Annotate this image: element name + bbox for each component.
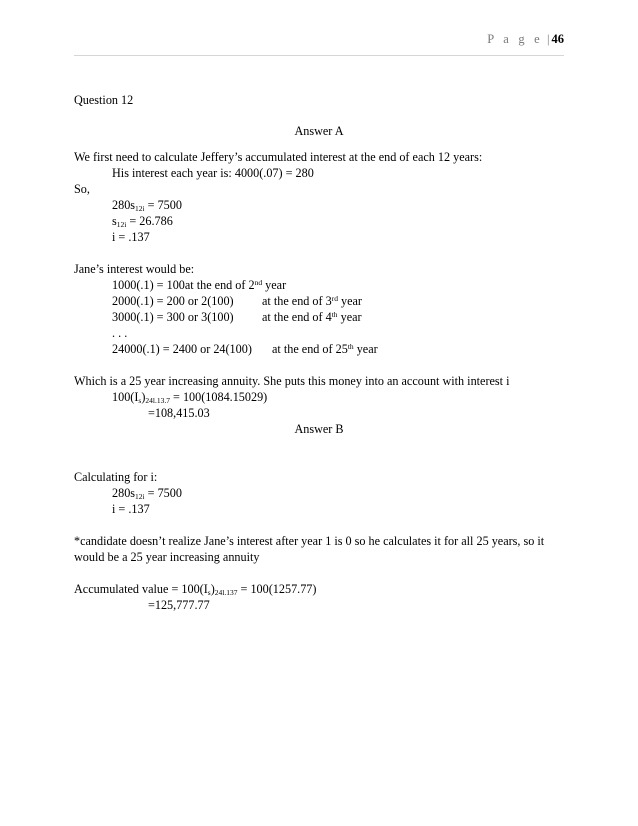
answer-b-heading: Answer B [294, 422, 344, 436]
question-title: Question 12 [74, 93, 134, 107]
note-line-2: would be a 25 year increasing annuity [74, 550, 260, 564]
page-separator: | [546, 32, 550, 46]
answer-a-heading: Answer A [294, 124, 344, 138]
eq-text: = 26.786 [126, 214, 173, 228]
page-label: P a g e [487, 32, 543, 46]
eq-text: 280s [112, 198, 136, 212]
accumulated-result: =125,777.77 [148, 598, 210, 612]
calc-intro: Calculating for i: [74, 470, 158, 484]
jane-row-when [272, 342, 378, 356]
jane-row [112, 278, 286, 292]
annuity-equation [112, 390, 267, 404]
equation-i: i = .137 [112, 230, 150, 244]
jane-row [112, 310, 234, 324]
equation-i-b: i = .137 [112, 502, 150, 516]
annuity-line: Which is a 25 year increasing annuity. She puts this money into an account with interest i [74, 374, 510, 388]
note-line-1: *candidate doesn’t realize Jane’s interest after year 1 is 0 so he calculates it for all 25 years, so it [74, 534, 545, 548]
interest-line: His interest each year is: 4000(.07) = 280 [112, 166, 314, 180]
jane-row-ellipsis: . . . [112, 326, 128, 340]
jane-row-when [262, 310, 362, 324]
eq-subscript: s [207, 588, 211, 597]
equation-s12i [112, 214, 173, 228]
jane-when: at the end of 25 [272, 342, 348, 356]
eq-subscript: 24l.137 [214, 588, 238, 597]
eq-text: s [112, 214, 117, 228]
jane-when: at the end of 3 [262, 294, 332, 308]
jane-row [112, 294, 234, 308]
eq-subscript: 12i [135, 204, 145, 213]
jane-when-tail: year [337, 294, 362, 308]
page-number: 46 [551, 32, 564, 46]
jane-row [112, 342, 252, 356]
eq-text: ) [141, 390, 146, 404]
header-rule [74, 55, 564, 56]
eq-text: Accumulated value = 100(I [74, 582, 208, 596]
so-label: So, [74, 182, 90, 196]
jane-calc: 24000(.1) = 2400 or 24(100) [112, 342, 252, 356]
eq-text: = 7500 [144, 198, 182, 212]
accumulated-value [74, 582, 316, 596]
ordinal-suffix: th [347, 342, 354, 351]
jane-calc: 3000(.1) = 300 or 3(100) [112, 310, 234, 324]
jane-when-tail: year [337, 310, 362, 324]
page-header [487, 32, 564, 47]
ordinal-suffix: th [331, 310, 338, 319]
eq-subscript: s [138, 396, 142, 405]
annuity-result: =108,415.03 [148, 406, 210, 420]
jane-intro: Jane’s interest would be: [74, 262, 195, 276]
equation-280s-b [112, 486, 182, 500]
eq-subscript: 24l.13.7 [145, 396, 170, 405]
jane-row-when [262, 294, 362, 308]
eq-text: = 100(1257.77) [237, 582, 317, 596]
ordinal-suffix: rd [331, 294, 338, 303]
eq-subscript: 12i [135, 492, 145, 501]
eq-text: = 100(1084.15029) [169, 390, 268, 404]
eq-text: 100(I [112, 390, 139, 404]
jane-calc: 1000(.1) = 100at the end of 2 [112, 278, 255, 292]
ordinal-suffix: nd [254, 278, 263, 287]
equation-280s [112, 198, 182, 212]
jane-calc-tail: year [262, 278, 287, 292]
eq-text: = 7500 [144, 486, 182, 500]
eq-subscript: 12i [116, 220, 127, 229]
answer-a-intro: We first need to calculate Jeffery’s accumulated interest at the end of each 12 years: [74, 150, 483, 164]
jane-when: at the end of 4 [262, 310, 332, 324]
eq-text: 280s [112, 486, 136, 500]
jane-calc: 2000(.1) = 200 or 2(100) [112, 294, 234, 308]
eq-text: ) [210, 582, 215, 596]
jane-when-tail: year [353, 342, 378, 356]
